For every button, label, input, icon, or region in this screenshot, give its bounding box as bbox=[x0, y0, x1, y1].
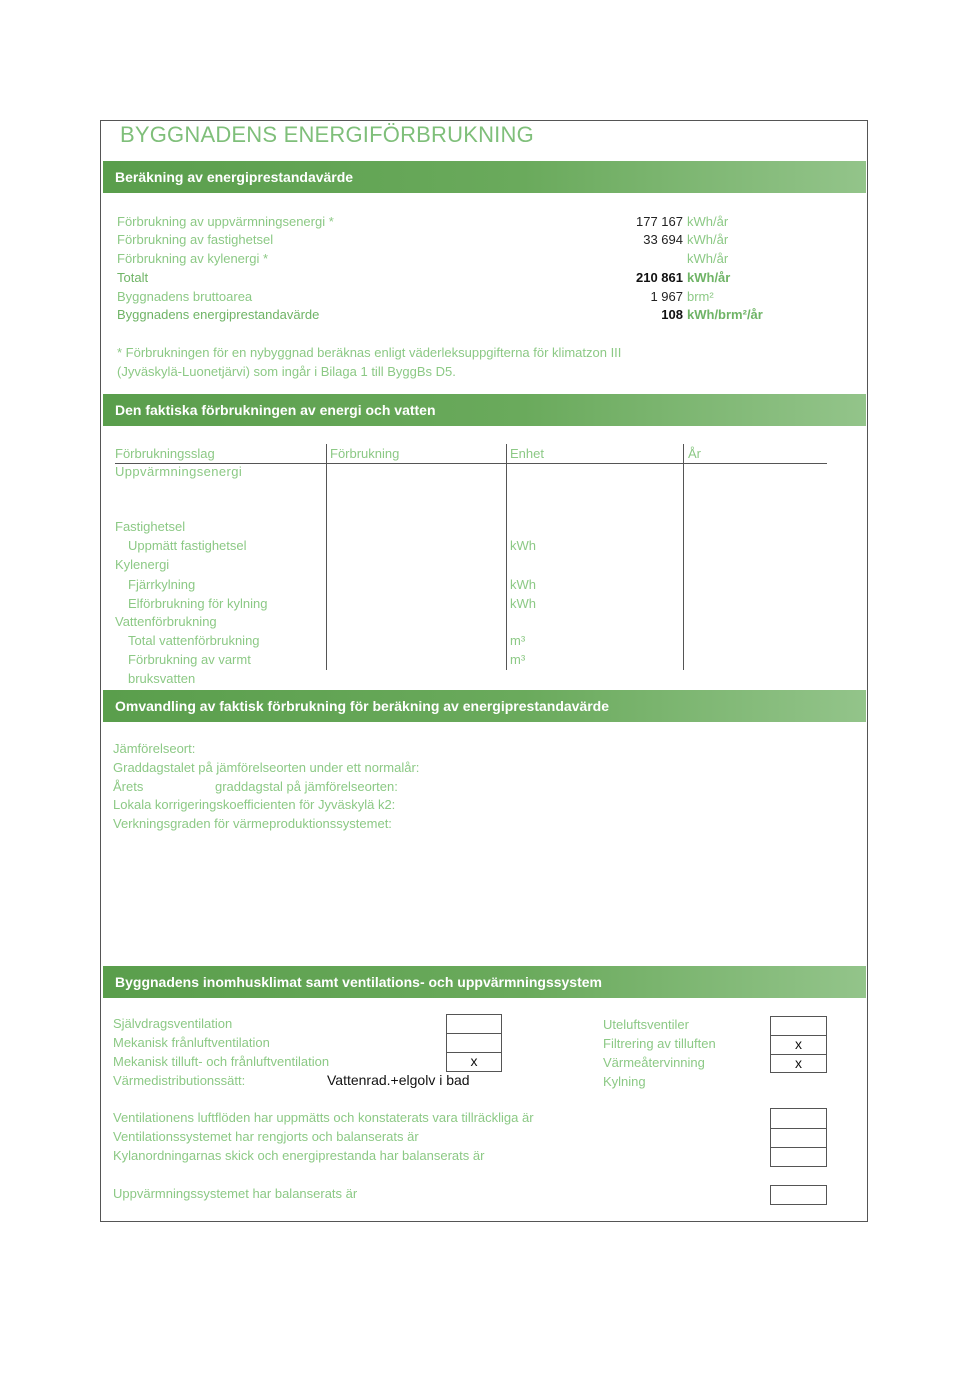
table-row-sub: Fjärrkylning bbox=[128, 577, 196, 592]
row-value: 177 167 bbox=[636, 214, 683, 229]
table-divider bbox=[506, 444, 507, 670]
row-label: Byggnadens bruttoarea bbox=[117, 289, 253, 304]
row-unit-total: kWh/år bbox=[687, 270, 731, 285]
statement-line: Ventilationssystemet har rengjorts och balanserats är bbox=[113, 1129, 419, 1144]
table-row-unit: kWh bbox=[510, 538, 536, 553]
row-value-energy-value: 108 bbox=[661, 307, 683, 322]
section-header-conversion: Omvandling av faktisk förbrukning för beräkning av energiprestandavärde bbox=[103, 690, 866, 722]
table-row-unit: m³ bbox=[510, 652, 526, 667]
conversion-line: Årets bbox=[113, 779, 144, 794]
row-value-total: 210 861 bbox=[636, 270, 683, 285]
row-unit: kWh/år bbox=[687, 232, 729, 247]
feature-label: Värmeåtervinning bbox=[603, 1055, 705, 1070]
table-row-head: Uppvärmningsenergi bbox=[115, 464, 243, 479]
conversion-line: graddagstal på jämförelseorten: bbox=[215, 779, 398, 794]
ventilation-option-label: Självdragsventilation bbox=[113, 1016, 233, 1031]
distribution-value: Vattenrad.+elgolv i bad bbox=[327, 1072, 470, 1088]
table-row-unit: kWh bbox=[510, 577, 536, 592]
table-row-head: Vattenförbrukning bbox=[115, 614, 217, 629]
section-header-calculation: Beräkning av energiprestandavärde bbox=[103, 161, 866, 193]
row-unit: kWh/år bbox=[687, 251, 729, 266]
feature-label: Filtrering av tilluften bbox=[603, 1036, 716, 1051]
col-header-unit: Enhet bbox=[510, 446, 544, 461]
table-row-sub: Uppmätt fastighetsel bbox=[128, 538, 247, 553]
row-label-total: Totalt bbox=[117, 270, 149, 285]
row-label-energy-value: Byggnadens energiprestandavärde bbox=[117, 307, 320, 322]
input-divider bbox=[770, 1147, 827, 1148]
statement-line: Kylanordningarnas skick och energiprestanda har balanserats är bbox=[113, 1148, 485, 1163]
heating-balance-input[interactable] bbox=[770, 1185, 827, 1205]
row-unit: kWh/år bbox=[687, 214, 729, 229]
conversion-line: Verkningsgraden för värmeproduktionssystemet: bbox=[113, 816, 392, 831]
table-row-sub: Total vattenförbrukning bbox=[128, 633, 260, 648]
row-label: Förbrukning av kylenergi * bbox=[117, 251, 269, 266]
table-row-head: Fastighetsel bbox=[115, 519, 186, 534]
col-header-year: År bbox=[688, 446, 701, 461]
conversion-line: Graddagstalet på jämförelseorten under ett normalår: bbox=[113, 760, 420, 775]
table-row-plain: bruksvatten bbox=[128, 671, 196, 686]
checkbox-divider bbox=[446, 1033, 502, 1034]
section-header-indoor-climate: Byggnadens inomhusklimat samt ventilations- och uppvärmningssystem bbox=[103, 966, 866, 998]
row-label: Förbrukning av fastighetsel bbox=[117, 232, 274, 247]
checkbox-mark: x bbox=[795, 1055, 802, 1071]
ventilation-option-label: Mekanisk tilluft- och frånluftventilation bbox=[113, 1054, 330, 1069]
statement-input-group[interactable] bbox=[770, 1108, 827, 1167]
section-header-actual-consumption: Den faktiska förbrukningen av energi och vatten bbox=[103, 394, 866, 426]
ventilation-option-label: Mekanisk frånluftventilation bbox=[113, 1035, 270, 1050]
input-divider bbox=[770, 1128, 827, 1129]
conversion-line: Lokala korrigeringskoefficienten för Jyväskylä k2: bbox=[113, 797, 396, 812]
table-row-sub: Elförbrukning för kylning bbox=[128, 596, 268, 611]
row-unit: brm² bbox=[687, 289, 714, 304]
table-divider bbox=[326, 444, 327, 670]
table-row-unit: kWh bbox=[510, 596, 536, 611]
distribution-label: Värmedistributionssätt: bbox=[113, 1073, 246, 1088]
table-row-unit: m³ bbox=[510, 633, 526, 648]
table-row-sub: Förbrukning av varmt bbox=[128, 652, 251, 667]
feature-label: Uteluftsventiler bbox=[603, 1017, 689, 1032]
conversion-line: Jämförelseort: bbox=[113, 741, 196, 756]
row-value: 1 967 bbox=[650, 289, 683, 304]
heating-balance-label: Uppvärmningssystemet har balanserats är bbox=[113, 1186, 358, 1201]
row-label: Förbrukning av uppvärmningsenergi * bbox=[117, 214, 334, 229]
feature-label: Kylning bbox=[603, 1074, 646, 1089]
row-value: 33 694 bbox=[643, 232, 683, 247]
table-divider bbox=[683, 444, 684, 670]
statement-line: Ventilationens luftflöden har uppmätts och konstaterats vara tillräckliga är bbox=[113, 1110, 534, 1125]
checkbox-mark: x bbox=[795, 1036, 802, 1052]
checkbox-mark: x bbox=[470, 1053, 478, 1069]
page-title: BYGGNADENS ENERGIFÖRBRUKNING bbox=[120, 122, 534, 147]
footnote-line-1: * Förbrukningen för en nybyggnad beräknas enligt väderleksuppgifterna för klimatzon III bbox=[117, 345, 622, 360]
table-row-head: Kylenergi bbox=[115, 557, 170, 572]
col-header-type: Förbrukningsslag bbox=[115, 446, 215, 461]
col-header-consumption: Förbrukning bbox=[330, 446, 400, 461]
row-unit-energy-value: kWh/brm²/år bbox=[687, 307, 763, 322]
footnote-line-2: (Jyväskylä-Luonetjärvi) som ingår i Bilaga 1 till ByggBs D5. bbox=[117, 364, 456, 379]
